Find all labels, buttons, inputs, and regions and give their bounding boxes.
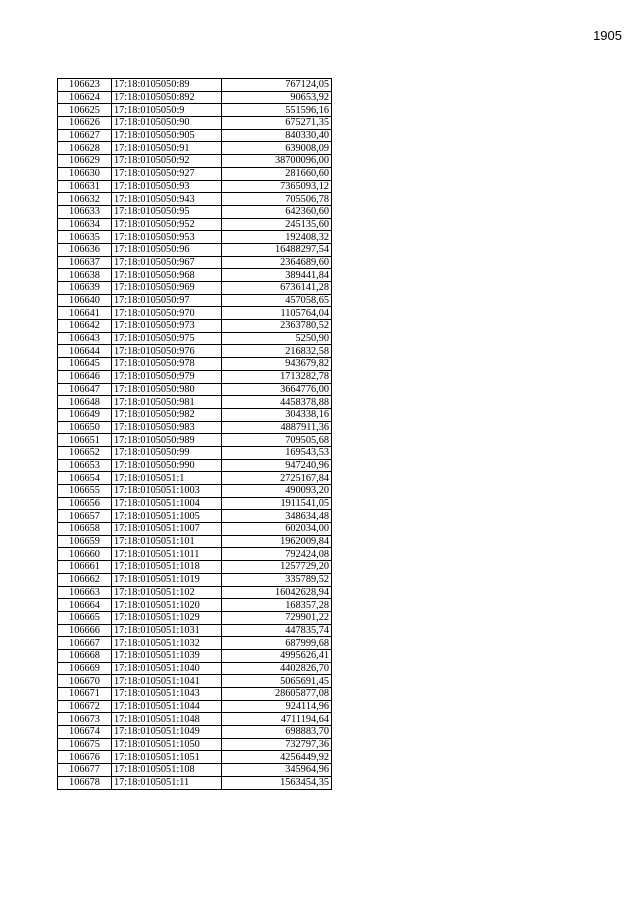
row-number-cell: 106651	[58, 434, 112, 447]
row-number-cell: 106647	[58, 383, 112, 396]
cadastral-number-cell: 17:18:0105051:1029	[112, 611, 222, 624]
value-cell: 4402826,70	[222, 662, 332, 675]
table-row	[58, 611, 332, 624]
cadastral-number-cell: 17:18:0105051:1003	[112, 485, 222, 498]
table-row	[58, 320, 332, 333]
cadastral-number-cell: 17:18:0105051:1007	[112, 523, 222, 536]
cadastral-number-cell: 17:18:0105050:983	[112, 421, 222, 434]
row-number-cell: 106645	[58, 358, 112, 371]
row-number-cell: 106675	[58, 738, 112, 751]
row-number-cell: 106677	[58, 764, 112, 777]
cadastral-number-cell: 17:18:0105051:1011	[112, 548, 222, 561]
row-number-cell: 106653	[58, 459, 112, 472]
table-row	[58, 764, 332, 777]
value-cell: 1713282,78	[222, 370, 332, 383]
cadastral-number-cell: 17:18:0105050:892	[112, 91, 222, 104]
table-row	[58, 561, 332, 574]
row-number-cell: 106628	[58, 142, 112, 155]
table-row	[58, 637, 332, 650]
value-cell: 1105764,04	[222, 307, 332, 320]
row-number-cell: 106631	[58, 180, 112, 193]
row-number-cell: 106676	[58, 751, 112, 764]
row-number-cell: 106659	[58, 535, 112, 548]
value-cell: 1257729,20	[222, 561, 332, 574]
row-number-cell: 106623	[58, 79, 112, 92]
cadastral-number-cell: 17:18:0105050:905	[112, 129, 222, 142]
value-cell: 38700096,00	[222, 155, 332, 168]
table-row	[58, 713, 332, 726]
cadastral-number-cell: 17:18:0105050:989	[112, 434, 222, 447]
cadastral-number-cell: 17:18:0105051:11	[112, 776, 222, 789]
row-number-cell: 106668	[58, 649, 112, 662]
row-number-cell: 106657	[58, 510, 112, 523]
row-number-cell: 106629	[58, 155, 112, 168]
table-row	[58, 586, 332, 599]
value-cell: 792424,08	[222, 548, 332, 561]
row-number-cell: 106635	[58, 231, 112, 244]
row-number-cell: 106670	[58, 675, 112, 688]
cadastral-number-cell: 17:18:0105051:1048	[112, 713, 222, 726]
cadastral-number-cell: 17:18:0105051:1020	[112, 599, 222, 612]
value-cell: 5250,90	[222, 332, 332, 345]
value-cell: 345964,96	[222, 764, 332, 777]
table-row	[58, 180, 332, 193]
cadastral-number-cell: 17:18:0105050:93	[112, 180, 222, 193]
table-row	[58, 573, 332, 586]
table-row	[58, 129, 332, 142]
row-number-cell: 106640	[58, 294, 112, 307]
value-cell: 1962009,84	[222, 535, 332, 548]
cadastral-number-cell: 17:18:0105050:96	[112, 243, 222, 256]
row-number-cell: 106672	[58, 700, 112, 713]
cadastral-number-cell: 17:18:0105051:1032	[112, 637, 222, 650]
value-cell: 698883,70	[222, 726, 332, 739]
value-cell: 4458378,88	[222, 396, 332, 409]
table-row	[58, 332, 332, 345]
value-cell: 2363780,52	[222, 320, 332, 333]
cadastral-number-cell: 17:18:0105051:108	[112, 764, 222, 777]
row-number-cell: 106656	[58, 497, 112, 510]
cadastral-number-cell: 17:18:0105050:943	[112, 193, 222, 206]
value-cell: 348634,48	[222, 510, 332, 523]
table-row	[58, 497, 332, 510]
cadastral-number-cell: 17:18:0105051:101	[112, 535, 222, 548]
row-number-cell: 106660	[58, 548, 112, 561]
table-row	[58, 117, 332, 130]
row-number-cell: 106667	[58, 637, 112, 650]
value-cell: 304338,16	[222, 408, 332, 421]
cadastral-number-cell: 17:18:0105050:9	[112, 104, 222, 117]
cadastral-number-cell: 17:18:0105050:952	[112, 218, 222, 231]
value-cell: 2364689,60	[222, 256, 332, 269]
table-row	[58, 155, 332, 168]
cadastral-number-cell: 17:18:0105050:92	[112, 155, 222, 168]
row-number-cell: 106624	[58, 91, 112, 104]
table-row	[58, 205, 332, 218]
row-number-cell: 106627	[58, 129, 112, 142]
value-cell: 709505,68	[222, 434, 332, 447]
table-row	[58, 243, 332, 256]
table-row	[58, 307, 332, 320]
table-row	[58, 446, 332, 459]
row-number-cell: 106662	[58, 573, 112, 586]
table-row	[58, 269, 332, 282]
row-number-cell: 106654	[58, 472, 112, 485]
row-number-cell: 106641	[58, 307, 112, 320]
value-cell: 4887911,36	[222, 421, 332, 434]
cadastral-number-cell: 17:18:0105050:975	[112, 332, 222, 345]
row-number-cell: 106658	[58, 523, 112, 536]
value-cell: 490093,20	[222, 485, 332, 498]
value-cell: 4256449,92	[222, 751, 332, 764]
table-row	[58, 383, 332, 396]
value-cell: 16042628,94	[222, 586, 332, 599]
cadastral-number-cell: 17:18:0105051:1050	[112, 738, 222, 751]
value-cell: 729901,22	[222, 611, 332, 624]
cadastral-number-cell: 17:18:0105050:969	[112, 282, 222, 295]
row-number-cell: 106655	[58, 485, 112, 498]
row-number-cell: 106642	[58, 320, 112, 333]
table-row	[58, 776, 332, 789]
value-cell: 90653,92	[222, 91, 332, 104]
table-row	[58, 167, 332, 180]
row-number-cell: 106674	[58, 726, 112, 739]
cadastral-number-cell: 17:18:0105051:1019	[112, 573, 222, 586]
value-cell: 16488297,54	[222, 243, 332, 256]
value-cell: 1563454,35	[222, 776, 332, 789]
cadastral-number-cell: 17:18:0105051:1049	[112, 726, 222, 739]
cadastral-number-cell: 17:18:0105050:967	[112, 256, 222, 269]
cadastral-number-cell: 17:18:0105050:927	[112, 167, 222, 180]
value-cell: 2725167,84	[222, 472, 332, 485]
cadastral-number-cell: 17:18:0105051:1044	[112, 700, 222, 713]
row-number-cell: 106673	[58, 713, 112, 726]
value-cell: 687999,68	[222, 637, 332, 650]
table-row	[58, 548, 332, 561]
table-row	[58, 104, 332, 117]
value-cell: 4995626,41	[222, 649, 332, 662]
cadastral-value-table	[57, 78, 332, 790]
value-cell: 169543,53	[222, 446, 332, 459]
cadastral-number-cell: 17:18:0105051:102	[112, 586, 222, 599]
value-cell: 675271,35	[222, 117, 332, 130]
table-row	[58, 700, 332, 713]
value-cell: 281660,60	[222, 167, 332, 180]
table-row	[58, 726, 332, 739]
table-row	[58, 408, 332, 421]
cadastral-number-cell: 17:18:0105050:978	[112, 358, 222, 371]
row-number-cell: 106630	[58, 167, 112, 180]
value-cell: 7365093,12	[222, 180, 332, 193]
value-cell: 192408,32	[222, 231, 332, 244]
cadastral-number-cell: 17:18:0105051:1004	[112, 497, 222, 510]
table-row	[58, 675, 332, 688]
row-number-cell: 106643	[58, 332, 112, 345]
table-row	[58, 662, 332, 675]
row-number-cell: 106632	[58, 193, 112, 206]
table-row	[58, 688, 332, 701]
table-row	[58, 624, 332, 637]
value-cell: 705506,78	[222, 193, 332, 206]
row-number-cell: 106644	[58, 345, 112, 358]
row-number-cell: 106646	[58, 370, 112, 383]
table-row	[58, 256, 332, 269]
value-cell: 457058,65	[222, 294, 332, 307]
cadastral-number-cell: 17:18:0105050:990	[112, 459, 222, 472]
table-row	[58, 345, 332, 358]
cadastral-number-cell: 17:18:0105051:1005	[112, 510, 222, 523]
cadastral-number-cell: 17:18:0105050:97	[112, 294, 222, 307]
cadastral-number-cell: 17:18:0105050:91	[112, 142, 222, 155]
row-number-cell: 106666	[58, 624, 112, 637]
cadastral-number-cell: 17:18:0105051:1039	[112, 649, 222, 662]
table-body	[58, 79, 332, 790]
value-cell: 216832,58	[222, 345, 332, 358]
cadastral-number-cell: 17:18:0105051:1031	[112, 624, 222, 637]
value-cell: 5065691,45	[222, 675, 332, 688]
table-row	[58, 294, 332, 307]
table-row	[58, 472, 332, 485]
cadastral-number-cell: 17:18:0105051:1051	[112, 751, 222, 764]
value-cell: 447835,74	[222, 624, 332, 637]
table-row	[58, 79, 332, 92]
cadastral-number-cell: 17:18:0105050:981	[112, 396, 222, 409]
table-row	[58, 421, 332, 434]
row-number-cell: 106626	[58, 117, 112, 130]
value-cell: 732797,36	[222, 738, 332, 751]
table-row	[58, 535, 332, 548]
row-number-cell: 106648	[58, 396, 112, 409]
cadastral-number-cell: 17:18:0105051:1043	[112, 688, 222, 701]
value-cell: 168357,28	[222, 599, 332, 612]
table-row	[58, 218, 332, 231]
page-number: 1905	[593, 28, 622, 43]
value-cell: 245135,60	[222, 218, 332, 231]
row-number-cell: 106633	[58, 205, 112, 218]
value-cell: 3664776,00	[222, 383, 332, 396]
table-row	[58, 142, 332, 155]
cadastral-number-cell: 17:18:0105050:970	[112, 307, 222, 320]
cadastral-number-cell: 17:18:0105050:99	[112, 446, 222, 459]
cadastral-number-cell: 17:18:0105050:953	[112, 231, 222, 244]
value-cell: 335789,52	[222, 573, 332, 586]
cadastral-number-cell: 17:18:0105050:973	[112, 320, 222, 333]
table-row	[58, 358, 332, 371]
row-number-cell: 106664	[58, 599, 112, 612]
value-cell: 767124,05	[222, 79, 332, 92]
table-row	[58, 396, 332, 409]
table-row	[58, 434, 332, 447]
value-cell: 551596,16	[222, 104, 332, 117]
table-row	[58, 282, 332, 295]
value-cell: 639008,09	[222, 142, 332, 155]
cadastral-number-cell: 17:18:0105051:1018	[112, 561, 222, 574]
cadastral-number-cell: 17:18:0105050:95	[112, 205, 222, 218]
cadastral-number-cell: 17:18:0105050:980	[112, 383, 222, 396]
row-number-cell: 106652	[58, 446, 112, 459]
table-row	[58, 485, 332, 498]
row-number-cell: 106665	[58, 611, 112, 624]
row-number-cell: 106634	[58, 218, 112, 231]
cadastral-number-cell: 17:18:0105050:90	[112, 117, 222, 130]
row-number-cell: 106650	[58, 421, 112, 434]
value-cell: 6736141,28	[222, 282, 332, 295]
cadastral-number-cell: 17:18:0105051:1041	[112, 675, 222, 688]
table-row	[58, 599, 332, 612]
cadastral-number-cell: 17:18:0105050:979	[112, 370, 222, 383]
value-cell: 642360,60	[222, 205, 332, 218]
cadastral-number-cell: 17:18:0105050:968	[112, 269, 222, 282]
cadastral-number-cell: 17:18:0105051:1040	[112, 662, 222, 675]
table-row	[58, 523, 332, 536]
value-cell: 28605877,08	[222, 688, 332, 701]
cadastral-number-cell: 17:18:0105051:1	[112, 472, 222, 485]
table-row	[58, 231, 332, 244]
table-row	[58, 649, 332, 662]
row-number-cell: 106669	[58, 662, 112, 675]
row-number-cell: 106636	[58, 243, 112, 256]
value-cell: 1911541,05	[222, 497, 332, 510]
table-row	[58, 510, 332, 523]
cadastral-number-cell: 17:18:0105050:982	[112, 408, 222, 421]
value-cell: 389441,84	[222, 269, 332, 282]
value-cell: 943679,82	[222, 358, 332, 371]
row-number-cell: 106649	[58, 408, 112, 421]
table-row	[58, 91, 332, 104]
value-cell: 4711194,64	[222, 713, 332, 726]
row-number-cell: 106638	[58, 269, 112, 282]
table-row	[58, 370, 332, 383]
row-number-cell: 106625	[58, 104, 112, 117]
row-number-cell: 106661	[58, 561, 112, 574]
table-row	[58, 193, 332, 206]
row-number-cell: 106637	[58, 256, 112, 269]
cadastral-number-cell: 17:18:0105050:976	[112, 345, 222, 358]
table-row	[58, 751, 332, 764]
value-cell: 840330,40	[222, 129, 332, 142]
table-row	[58, 738, 332, 751]
row-number-cell: 106663	[58, 586, 112, 599]
row-number-cell: 106639	[58, 282, 112, 295]
row-number-cell: 106678	[58, 776, 112, 789]
table-row	[58, 459, 332, 472]
value-cell: 602034,00	[222, 523, 332, 536]
cadastral-number-cell: 17:18:0105050:89	[112, 79, 222, 92]
value-cell: 947240,96	[222, 459, 332, 472]
value-cell: 924114,96	[222, 700, 332, 713]
row-number-cell: 106671	[58, 688, 112, 701]
